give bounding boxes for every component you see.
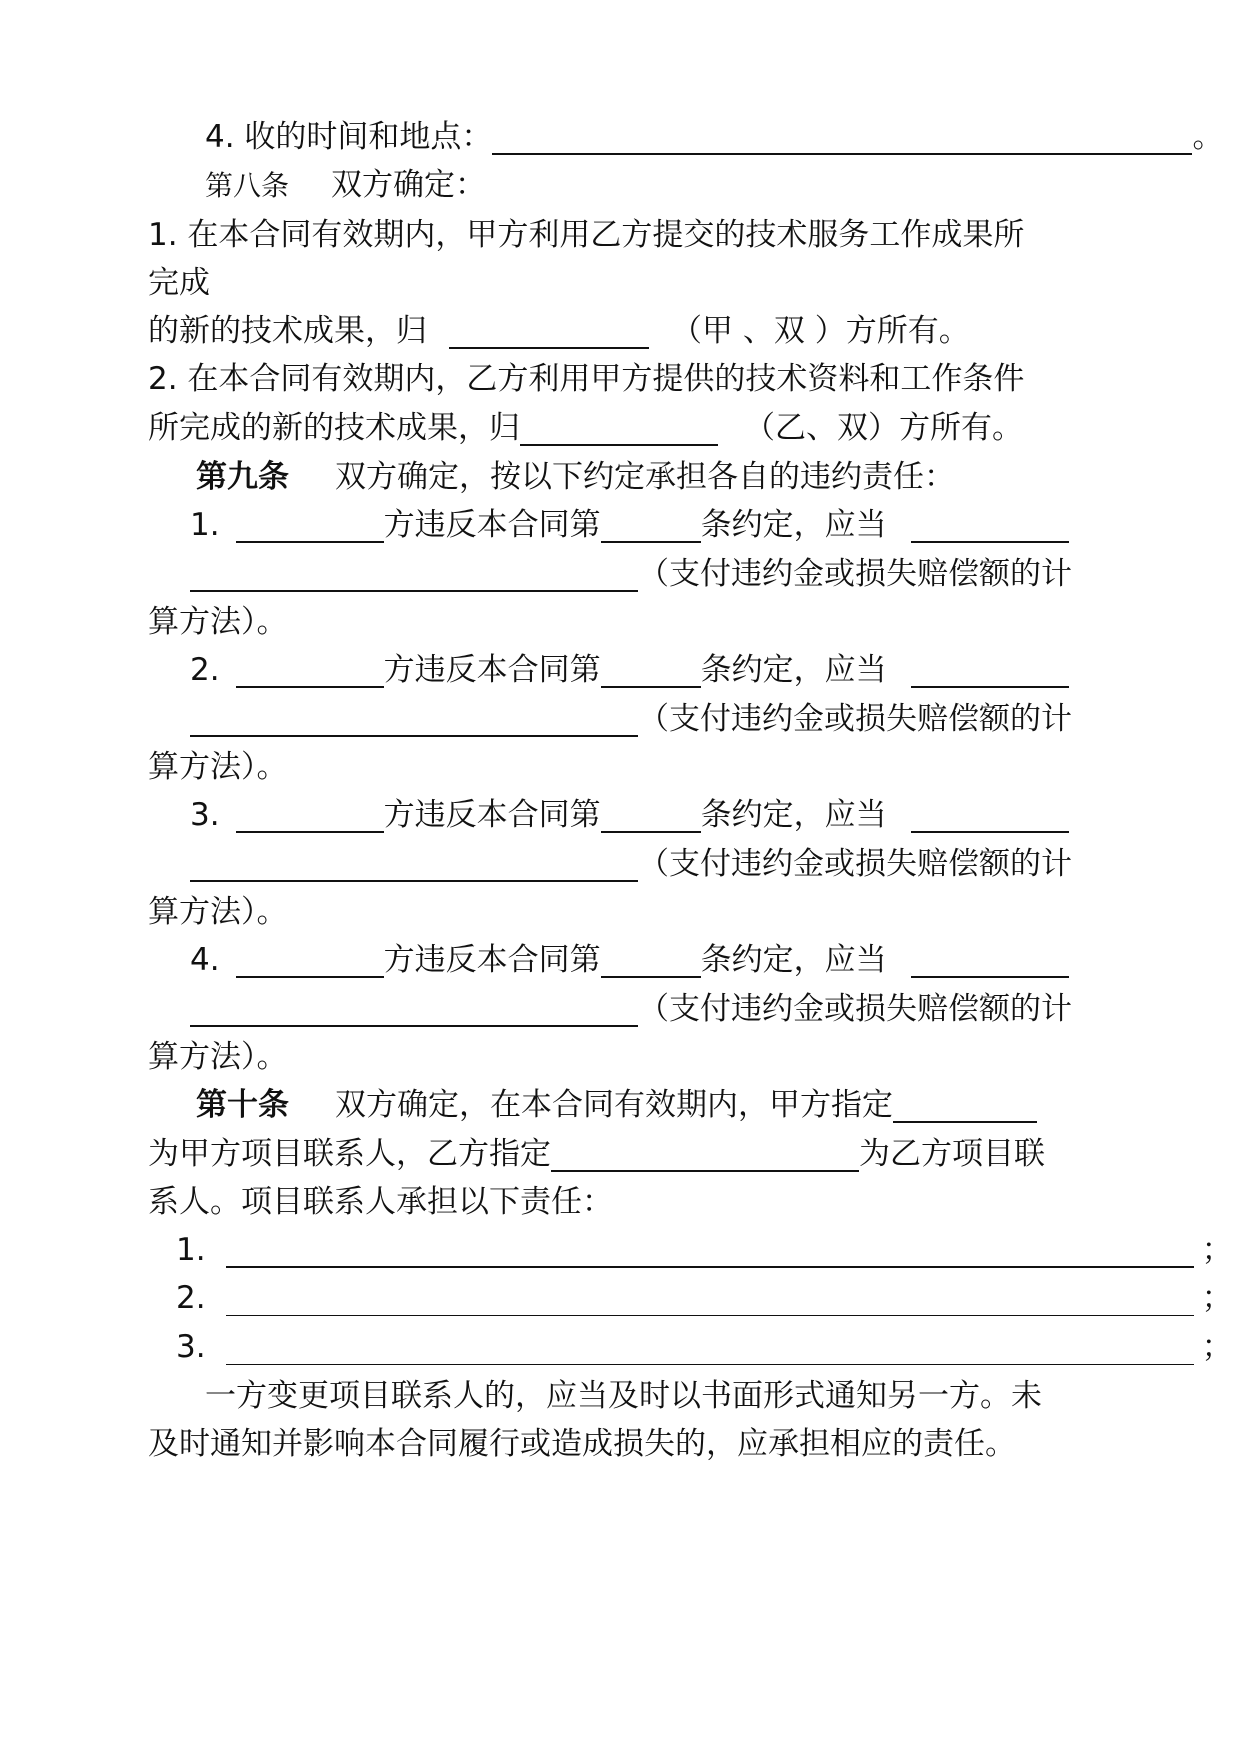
breach-item-1-line-1 (190, 503, 1069, 547)
breach-text: 条约定，应当 (700, 942, 887, 978)
article-10-heading (196, 1083, 1037, 1127)
breach-item-number: 1. (190, 507, 220, 543)
article-10-number: 第十条 (196, 1087, 289, 1123)
duty-item-2 (176, 1276, 1233, 1320)
breach-item-number: 2. (190, 652, 220, 688)
breach-calc-text: （支付违约金或损失赔偿额的计 (638, 991, 1072, 1027)
breach-item-3-line-2 (190, 842, 1072, 886)
breach-text: 条约定，应当 (700, 507, 887, 543)
article-8-clause-2-line-2 (148, 406, 1023, 450)
article-9-heading (196, 455, 955, 499)
breach-item-number: 3. (190, 797, 220, 833)
article-8-heading (205, 163, 486, 208)
article-8-clause-1-line-3 (148, 309, 970, 353)
duty-blank[interactable] (226, 1334, 1194, 1365)
breach-article-blank[interactable] (601, 511, 701, 543)
breach-item-3-line-3: 算方法）。 (148, 894, 288, 930)
breach-party-blank[interactable] (236, 801, 384, 833)
breach-item-2-line-1 (190, 648, 1069, 692)
duty-item-number: 2. (176, 1280, 206, 1316)
breach-text: 方违反本合同第 (383, 797, 601, 833)
breach-party-blank[interactable] (236, 656, 384, 688)
breach-article-blank[interactable] (601, 946, 701, 978)
breach-item-3-line-1 (190, 793, 1069, 837)
owner-blank-1[interactable] (449, 317, 649, 349)
breach-calc-blank[interactable] (190, 705, 638, 737)
party-a-contact-blank[interactable] (893, 1091, 1037, 1123)
line-end-period: 。 (1192, 119, 1224, 155)
breach-text: 方违反本合同第 (383, 942, 601, 978)
duty-end-mark: ； (1201, 1232, 1233, 1268)
article-9-number: 第九条 (196, 459, 289, 495)
breach-item-4-line-3: 算方法）。 (148, 1039, 288, 1075)
breach-item-1-line-2 (190, 552, 1072, 596)
breach-remedy-blank[interactable] (911, 946, 1069, 978)
breach-item-1-line-3: 算方法）。 (148, 604, 288, 640)
duty-item-3 (176, 1325, 1233, 1369)
article-10-intro: 双方确定，在本合同有效期内，甲方指定 (335, 1087, 893, 1123)
closing-line-2: 及时通知并影响本合同履行或造成损失的，应承担相应的责任。 (148, 1426, 1016, 1462)
breach-article-blank[interactable] (601, 656, 701, 688)
acceptance-time-place-blank[interactable] (492, 123, 1192, 155)
clause-text: 为甲方项目联系人，乙方指定 (148, 1136, 551, 1172)
breach-calc-text: （支付违约金或损失赔偿额的计 (638, 701, 1072, 737)
article-8-intro: 双方确定： (331, 167, 487, 203)
duty-end-mark: ； (1201, 1280, 1233, 1316)
clause-text: 的新的技术成果，归 (148, 313, 427, 349)
breach-remedy-blank[interactable] (911, 511, 1069, 543)
duty-blank[interactable] (226, 1285, 1194, 1316)
breach-party-blank[interactable] (236, 511, 384, 543)
breach-item-2-line-2 (190, 697, 1072, 741)
breach-item-number: 4. (190, 942, 220, 978)
breach-item-4-line-2 (190, 987, 1072, 1031)
breach-remedy-blank[interactable] (911, 801, 1069, 833)
article-8-number: 第八条 (205, 169, 290, 202)
clause-text-tail: （乙、双）方所有。 (744, 410, 1023, 446)
article-9-intro: 双方确定，按以下约定承担各自的违约责任： (335, 459, 955, 495)
breach-remedy-blank[interactable] (911, 656, 1069, 688)
clause-text-tail: （甲 、双 ）方所有。 (671, 313, 970, 349)
duty-end-mark: ； (1201, 1329, 1233, 1365)
acceptance-time-place-label: 4. 收的时间和地点： (205, 119, 493, 155)
closing-line-1: 一方变更项目联系人的，应当及时以书面形式通知另一方。未 (205, 1378, 1042, 1414)
duty-blank[interactable] (226, 1236, 1194, 1268)
breach-calc-blank[interactable] (190, 850, 638, 882)
acceptance-time-place-line (205, 115, 1223, 159)
breach-item-4-line-1 (190, 938, 1069, 982)
breach-item-2-line-3: 算方法）。 (148, 749, 288, 785)
article-8-clause-1-line-1: 1. 在本合同有效期内，甲方利用乙方提交的技术服务工作成果所 (148, 217, 1025, 253)
article-8-clause-1-line-2: 完成 (148, 265, 210, 301)
duty-item-1 (176, 1228, 1233, 1272)
breach-text: 方违反本合同第 (383, 652, 601, 688)
breach-text: 方违反本合同第 (383, 507, 601, 543)
duty-item-number: 3. (176, 1329, 206, 1365)
duty-item-number: 1. (176, 1232, 206, 1268)
breach-party-blank[interactable] (236, 946, 384, 978)
owner-blank-2[interactable] (520, 414, 718, 446)
article-10-line-2 (148, 1132, 1045, 1176)
breach-text: 条约定，应当 (700, 797, 887, 833)
breach-calc-blank[interactable] (190, 995, 638, 1027)
clause-text-tail: 为乙方项目联 (859, 1136, 1045, 1172)
breach-calc-blank[interactable] (190, 560, 638, 592)
clause-text: 所完成的新的技术成果，归 (148, 410, 520, 446)
article-10-line-3: 系人。项目联系人承担以下责任： (148, 1184, 613, 1220)
article-8-clause-2-line-1: 2. 在本合同有效期内，乙方利用甲方提供的技术资料和工作条件 (148, 361, 1025, 397)
breach-text: 条约定，应当 (700, 652, 887, 688)
breach-calc-text: （支付违约金或损失赔偿额的计 (638, 556, 1072, 592)
party-b-contact-blank[interactable] (551, 1140, 859, 1172)
breach-article-blank[interactable] (601, 801, 701, 833)
breach-calc-text: （支付违约金或损失赔偿额的计 (638, 846, 1072, 882)
